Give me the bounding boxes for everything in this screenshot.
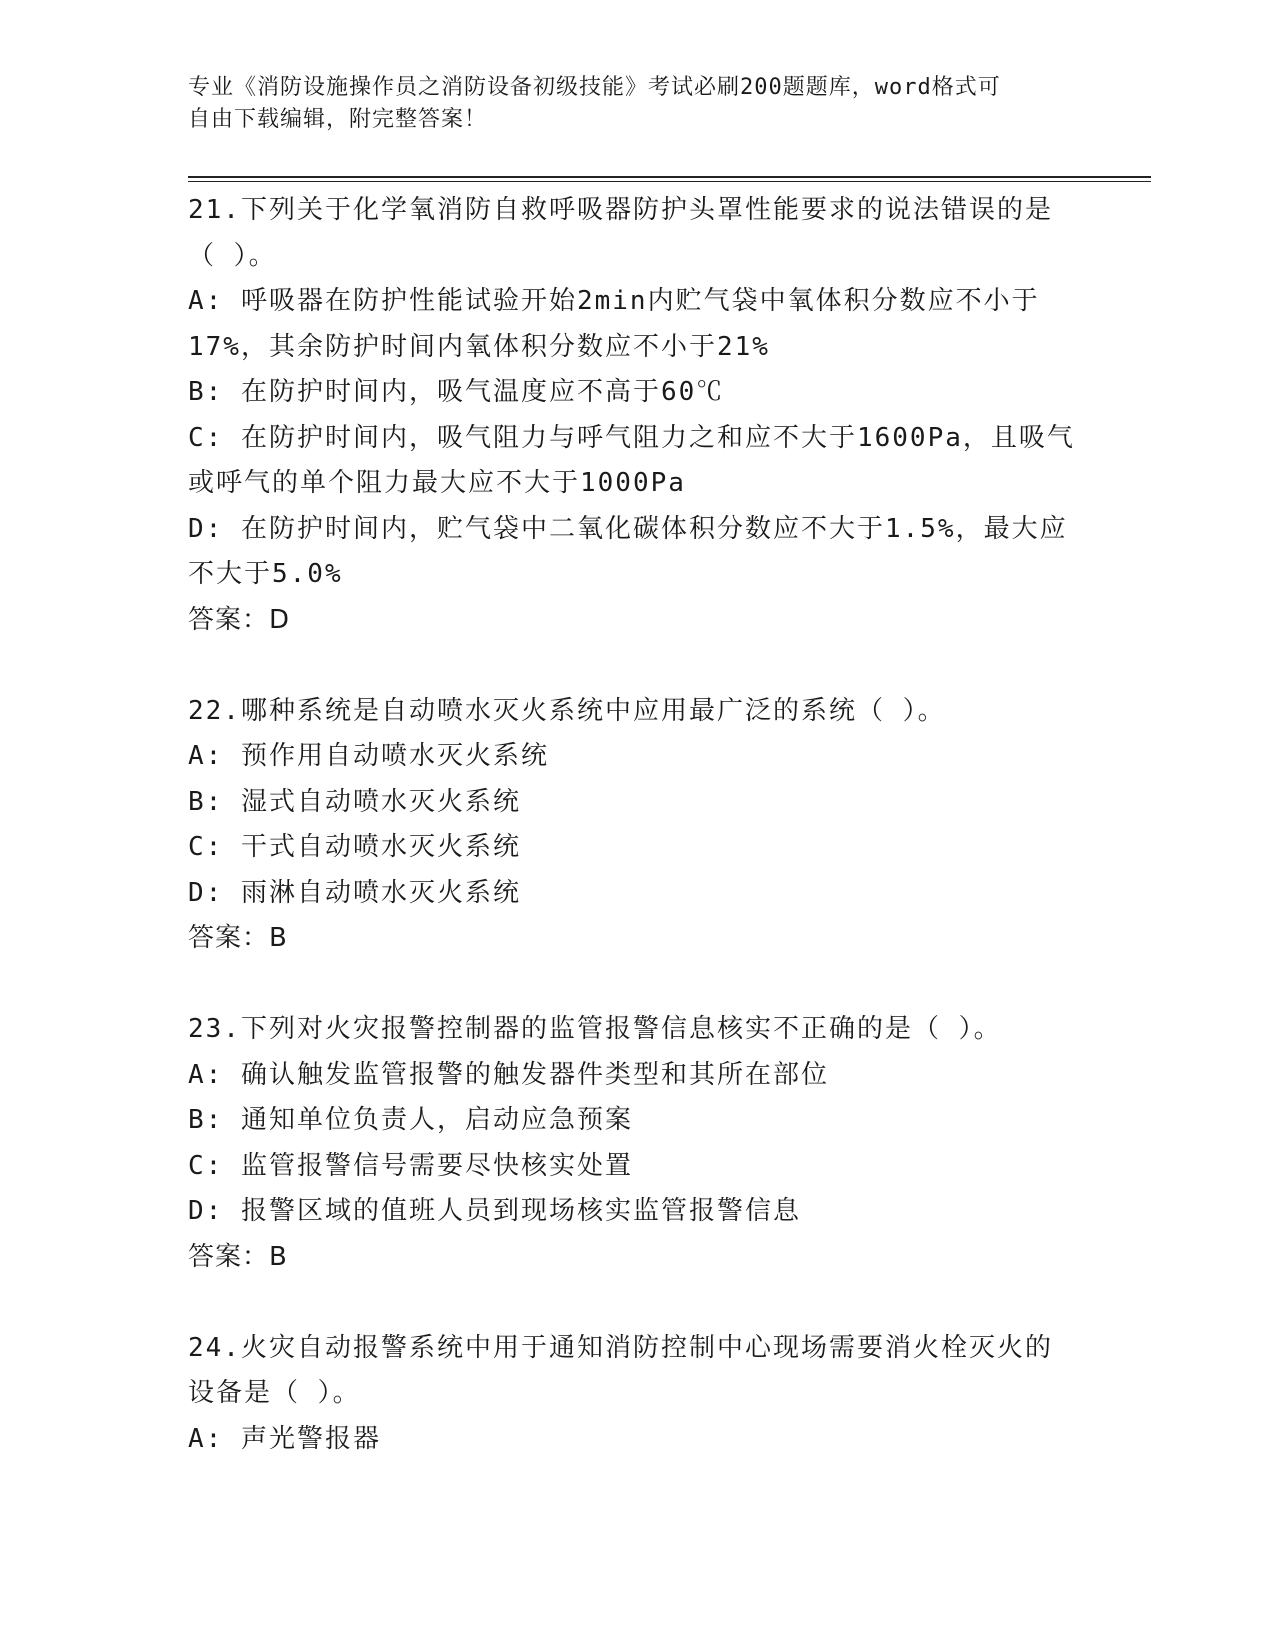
question-stem-line: 设备是（ ）。 [188, 1378, 361, 1408]
option-d-line: D: 雨淋自动喷水灭火系统 [188, 877, 521, 908]
option-d-line: D: 报警区域的值班人员到现场核实监管报警信息 [188, 1196, 801, 1226]
option-a-line: A: 呼吸器在防护性能试验开始2min内贮气袋中氧体积分数应不小于 [188, 286, 1040, 316]
option-a-line: 17%，其余防护时间内氧体积分数应不小于21% [188, 331, 770, 362]
option-d-line: D: 在防护时间内，贮气袋中二氧化碳体积分数应不大于1.5%，最大应 [188, 513, 1068, 544]
option-a-line: A: 预作用自动喷水灭火系统 [188, 741, 549, 771]
header-line-2: 自由下载编辑，附完整答案！ [188, 107, 488, 132]
option-b-line: B: 湿式自动喷水灭火系统 [188, 786, 521, 817]
option-c-line: C: 干式自动喷水灭火系统 [188, 832, 521, 862]
question-stem-line: 21.下列关于化学氧消防自救呼吸器防护头罩性能要求的说法错误的是 [188, 195, 1053, 225]
question-22 [188, 689, 1088, 962]
header-divider [188, 176, 1151, 182]
question-23 [188, 1007, 1088, 1280]
question-21 [188, 188, 1088, 643]
answer-label: 答案：B [188, 923, 288, 953]
document-header [188, 72, 1088, 136]
answer-label: 答案：B [188, 1241, 288, 1272]
option-a-line: A: 确认触发监管报警的触发器件类型和其所在部位 [188, 1059, 829, 1090]
question-stem-line: （ ）。 [188, 240, 277, 271]
question-stem-line: 23.下列对火灾报警控制器的监管报警信息核实不正确的是（ ）。 [188, 1014, 1002, 1044]
option-c-line: C: 在防护时间内，吸气阻力与呼气阻力之和应不大于1600Pa，且吸气 [188, 422, 1075, 453]
option-c-line: C: 监管报警信号需要尽快核实处置 [188, 1150, 633, 1181]
option-a-line: A: 声光警报器 [188, 1423, 381, 1454]
question-stem-line: 24.火灾自动报警系统中用于通知消防控制中心现场需要消火栓灭火的 [188, 1332, 1053, 1363]
question-stem-line: 22.哪种系统是自动喷水灭火系统中应用最广泛的系统（ ）。 [188, 695, 946, 726]
answer-label: 答案：D [188, 604, 291, 635]
header-line-1: 专业《消防设施操作员之消防设备初级技能》考试必刷200题题库，word格式可 [188, 75, 1001, 100]
option-b-line: B: 通知单位负责人，启动应急预案 [188, 1105, 633, 1135]
option-d-line: 不大于5.0% [188, 559, 343, 589]
question-list [188, 188, 1088, 1462]
question-24 [188, 1326, 1088, 1463]
option-c-line: 或呼气的单个阻力最大应不大于1000Pa [188, 468, 686, 498]
option-b-line: B: 在防护时间内，吸气温度应不高于60℃ [188, 377, 725, 407]
